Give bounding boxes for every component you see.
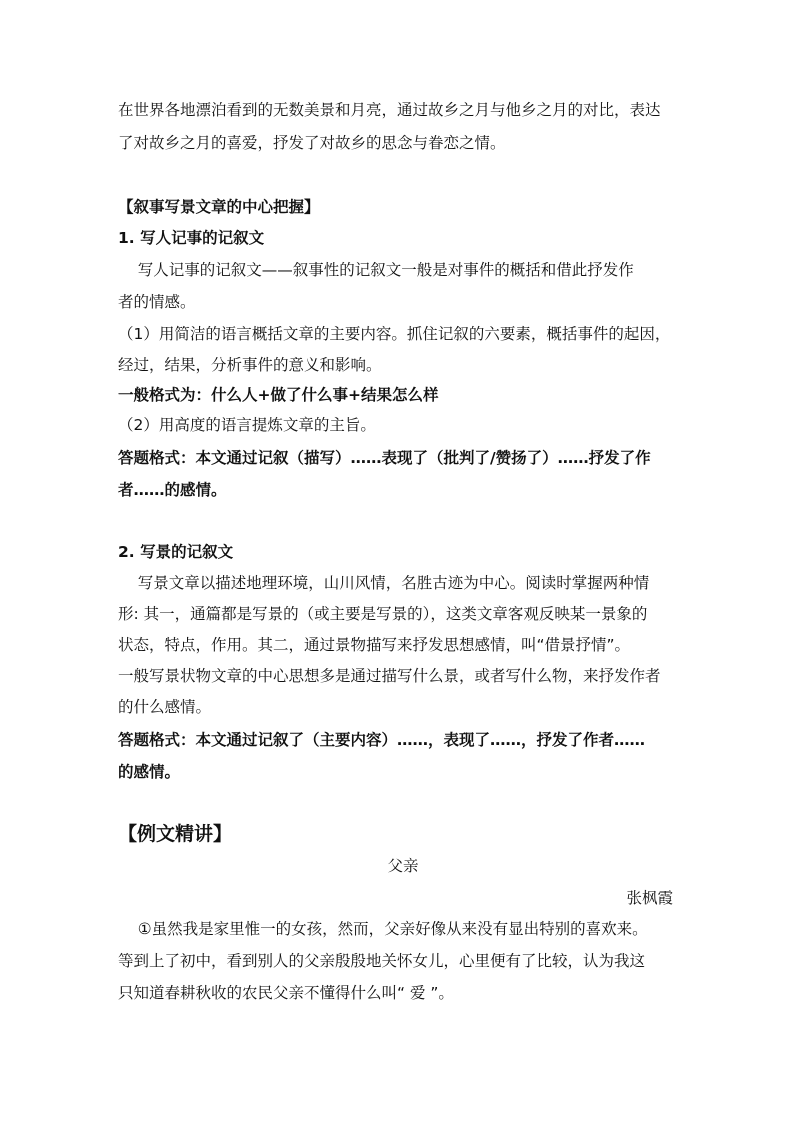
- part2-line-1: 写景文章以描述地理环境，山川风情，名胜古迹为中心。阅读时掌握两种情: [118, 574, 650, 592]
- part2-line-3: 状态，特点，作用。其二，通过景物描写来抒发思想感情，叫“借景抒情”。: [118, 636, 631, 654]
- example-line-2: 等到上了初中，看到别人的父亲殷殷地关怀女儿，心里便有了比较，认为我这: [118, 952, 646, 970]
- part2-answer-line-2: 的感情。: [118, 763, 181, 781]
- part2-heading: 2. 写景的记叙文: [118, 543, 234, 561]
- example-line-1: ①虽然我是家里惟一的女孩，然而，父亲好像从来没有显出特别的喜欢来。: [118, 920, 648, 938]
- example-title: 父亲: [387, 857, 419, 875]
- part2-line-2: 形: 其一，通篇都是写景的（或主要是写景的），这类文章客观反映某一景象的: [118, 605, 648, 623]
- part2-line-4: 一般写景状物文章的中心思想多是通过描写什么景，或者写什么物，来抒发作者: [118, 667, 661, 685]
- part1-item1-line-2: 经过，结果，分析事件的意义和影响。: [118, 356, 382, 374]
- example-line-3: 只知道春耕秋收的农民父亲不懂得什么叫“ 爱 ”。: [118, 984, 454, 1002]
- part1-item2: （2）用高度的语言提炼文章的主旨。: [118, 416, 376, 434]
- part1-answer-line-1: 答题格式：本文通过记叙（描写）……表现了（批判了/赞扬了）……抒发了作: [118, 449, 651, 467]
- part1-item1-line-1: （1）用简洁的语言概括文章的主要内容。抓住记叙的六要素，概括事件的起因，: [118, 325, 671, 343]
- part1-paragraph-line-2: 者的情感。: [118, 293, 196, 311]
- part1-heading: 1. 写人记事的记叙文: [118, 229, 265, 247]
- section-header: 【叙事写景文章的中心把握】: [118, 198, 320, 216]
- intro-line-2: 了对故乡之月的喜爱，抒发了对故乡的思念与眷恋之情。: [118, 134, 506, 152]
- part2-answer-line-1: 答题格式：本文通过记叙了（主要内容）……，表现了……，抒发了作者……: [118, 731, 646, 749]
- intro-line-1: 在世界各地漂泊看到的无数美景和月亮，通过故乡之月与他乡之月的对比，表达: [118, 101, 661, 119]
- example-author: 张枫霞: [626, 889, 673, 907]
- part1-format: 一般格式为：什么人+做了什么事+结果怎么样: [118, 386, 439, 404]
- part1-paragraph-line-1: 写人记事的记叙文——叙事性的记叙文一般是对事件的概括和借此抒发作: [118, 261, 634, 279]
- part2-line-5: 的什么感情。: [118, 698, 212, 716]
- example-header: 【例文精讲】: [118, 823, 233, 845]
- part1-answer-line-2: 者……的感情。: [118, 481, 227, 499]
